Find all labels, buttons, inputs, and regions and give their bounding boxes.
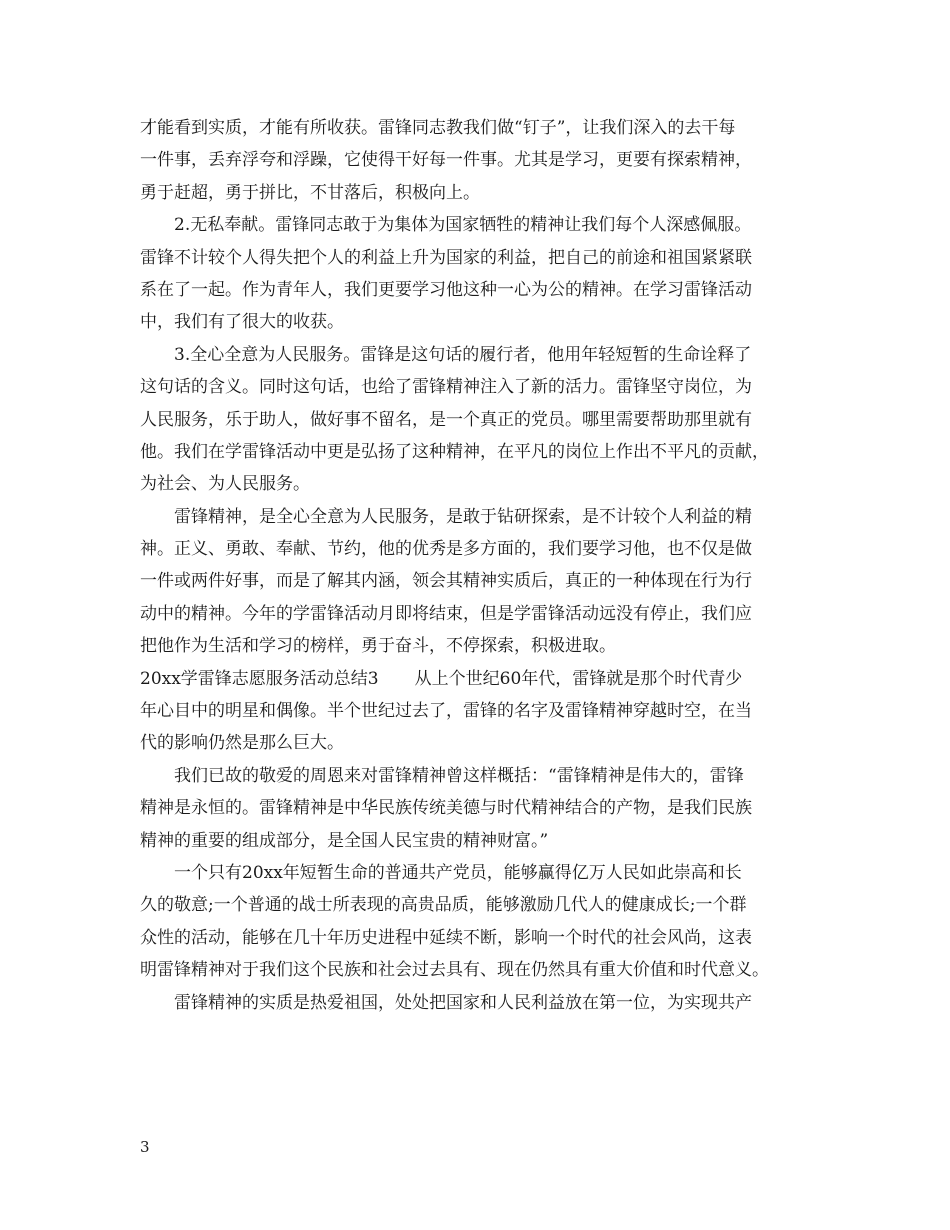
text-line: 一件或两件好事，而是了解其内涵，领会其精神实质后，真正的一种体现在行为行 bbox=[140, 571, 752, 592]
text-line: 众性的活动，能够在几十年历史进程中延续不断，影响一个时代的社会风尚，这表 bbox=[140, 927, 752, 948]
text-line: 雷锋精神，是全心全意为人民服务，是敢于钻研探索，是不计较个人利益的精 bbox=[174, 506, 752, 527]
page-number: 3 bbox=[140, 1138, 150, 1156]
text-line: 才能看到实质，才能有所收获。雷锋同志教我们做“钉子”，让我们深入的去干每 bbox=[140, 118, 736, 138]
text-line: 我们已故的敬爱的周恩来对雷锋精神曾这样概括：“雷锋精神是伟大的，雷锋 bbox=[174, 765, 744, 786]
section-lead-text: 从上个世纪60年代，雷锋就是那个时代青少 bbox=[414, 668, 743, 689]
text-line: 动中的精神。今年的学雷锋活动月即将结束，但是学雷锋活动远没有停止，我们应 bbox=[140, 603, 752, 624]
text-line: 明雷锋精神对于我们这个民族和社会过去具有、现在仍然具有重大价值和时代意义。 bbox=[140, 960, 769, 981]
body-text bbox=[140, 112, 816, 1019]
text-line: 神。正义、勇敢、奉献、节约，他的优秀是多方面的，我们要学习他，也不仅是做 bbox=[140, 539, 752, 560]
text-line: 精神的重要的组成部分，是全国人民宝贵的精神财富。” bbox=[140, 830, 549, 851]
text-line: 系在了一起。作为青年人，我们更要学习他这种一心为公的精神。在学习雷锋活动 bbox=[140, 279, 752, 300]
text-line: 把他作为生活和学习的榜样，勇于奋斗，不停探索，积极进取。 bbox=[140, 636, 616, 657]
text-line: 一个只有20xx年短暂生命的普通共产党员，能够赢得亿万人民如此崇高和长 bbox=[174, 862, 742, 883]
paragraph-block-after bbox=[140, 695, 816, 1019]
text-line: 2.无私奉献。雷锋同志敢于为集体为国家牺牲的精神让我们每个人深感佩服。 bbox=[174, 215, 752, 236]
text-line: 一件事，丢弃浮夸和浮躁，它使得干好每一件事。尤其是学习，更要有探索精神， bbox=[140, 150, 752, 171]
text-line: 中，我们有了很大的收获。 bbox=[140, 312, 344, 333]
text-line: 雷锋不计较个人得失把个人的利益上升为国家的利益，把自己的前途和祖国紧紧联 bbox=[140, 247, 752, 268]
section-heading: 20xx学雷锋志愿服务活动总结3 bbox=[140, 668, 379, 689]
text-line: 精神是永恒的。雷锋精神是中华民族传统美德与时代精神结合的产物，是我们民族 bbox=[140, 798, 752, 819]
section-heading-line bbox=[140, 663, 816, 695]
text-line: 这句话的含义。同时这句话，也给了雷锋精神注入了新的活力。雷锋坚守岗位，为 bbox=[140, 377, 752, 398]
text-line: 勇于赶超，勇于拼比，不甘落后，积极向上。 bbox=[140, 182, 480, 203]
text-line: 久的敬意;一个普通的战士所表现的高贵品质，能够激励几代人的健康成长;一个群 bbox=[140, 895, 747, 916]
text-line: 雷锋精神的实质是热爱祖国，处处把国家和人民利益放在第一位，为实现共产 bbox=[174, 992, 752, 1013]
text-line: 3.全心全意为人民服务。雷锋是这句话的履行者，他用年轻短暂的生命诠释了 bbox=[174, 344, 752, 365]
text-line: 代的影响仍然是那么巨大。 bbox=[140, 733, 344, 754]
text-line: 年心目中的明星和偶像。半个世纪过去了，雷锋的名字及雷锋精神穿越时空，在当 bbox=[140, 701, 752, 722]
text-line: 他。我们在学雷锋活动中更是弘扬了这种精神，在平凡的岗位上作出不平凡的贡献， bbox=[140, 441, 769, 462]
paragraph-block-before bbox=[140, 112, 816, 663]
text-line: 为社会、为人民服务。 bbox=[140, 474, 310, 495]
text-line: 人民服务，乐于助人，做好事不留名，是一个真正的党员。哪里需要帮助那里就有 bbox=[140, 409, 752, 430]
